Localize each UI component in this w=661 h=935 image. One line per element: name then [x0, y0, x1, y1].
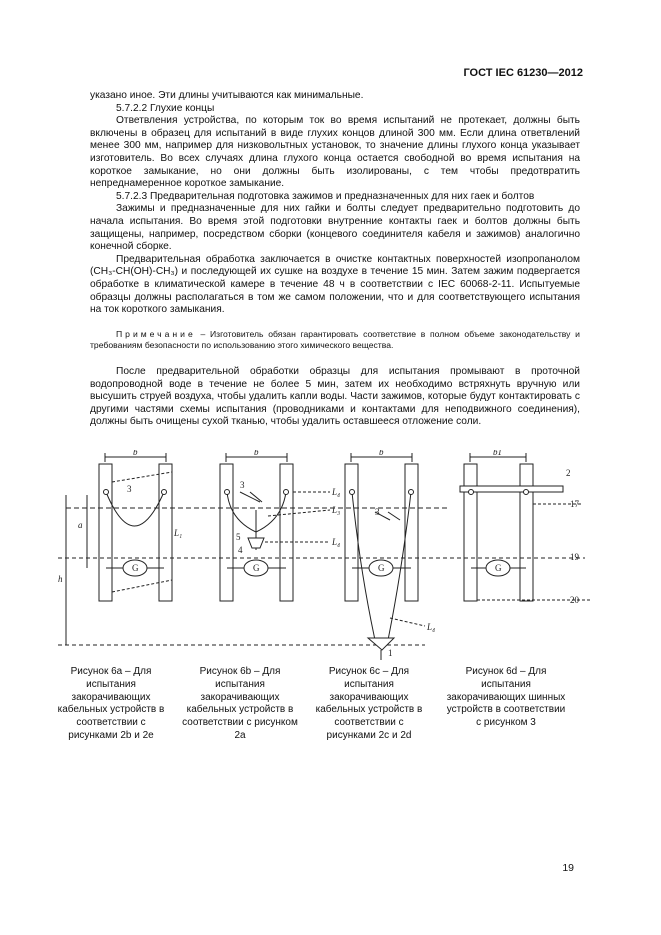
- label-3: 3: [375, 507, 380, 517]
- label-b: b: [254, 450, 259, 457]
- generator-label: G: [495, 563, 502, 573]
- generator-label: G: [132, 563, 139, 573]
- paragraph: Предварительная обработка заключается в очистке контактных поверхностей изопропанолом (CH₃-CH(OH)-CH₃) и последующей их сушке на воздухе в течение 15 мин. Затем зажим подвергается обработке в климатической камере в течение 48 ч в соответствии с IEC 60068-2-11. Испытуемые образцы должны располагаться в том же самом положении, что и для соответствующего испытания на ток короткого замыкания.: [90, 253, 580, 316]
- label-5: 5: [236, 532, 241, 542]
- busbar: [460, 486, 563, 492]
- label-4: 4: [238, 545, 243, 555]
- label-L4: L₄: [332, 487, 341, 497]
- label-b1: b1: [493, 450, 502, 457]
- left-post: [99, 464, 112, 601]
- note: [90, 329, 580, 351]
- label-h: h: [58, 574, 63, 584]
- right-post: [520, 464, 533, 601]
- paragraph: Ответвления устройства, по которым ток во время испытаний не протекает, должны быть включены в образец для испытаний в виде глухих концов длиной 300 мм. Если длина ответвлений менее 300 мм, например для низковольтных установок, то значение длины глухого конца указывает изготовитель. Во всех случаях длина глухого конца остается свободной во время испытания на короткое замыкание, но они должны быть изолированы, с тем чтобы предотвратить непреднамеренное короткое замыкание.: [90, 115, 580, 190]
- body-text-top: [90, 90, 580, 317]
- label-2: 2: [566, 468, 571, 478]
- shorting-cable: [256, 492, 286, 532]
- panel-6c: [345, 453, 425, 660]
- generator-label: G: [378, 563, 385, 573]
- test-setup-figure: [30, 450, 590, 662]
- note-text: – Изготовитель обязан гарантировать соответствие в полном объеме законодательству и требованиям безопасности по использованию этого химического вещества.: [90, 329, 580, 350]
- figure-caption-6c: Рисунок 6c – Для испытания закорачивающих кабельных устройств в соответствии с рисунками 2c и 2d: [315, 666, 423, 741]
- panel-6d: [460, 453, 590, 601]
- right-post: [405, 464, 418, 601]
- left-post: [220, 464, 233, 601]
- label-L4: L₄: [332, 537, 341, 547]
- paragraph: После предварительной обработки образцы для испытания промывают в проточной водопроводной воде в течение не более 5 мин, затем их необходимо встряхнуть вручную или высушить струей воздуха, чтобы удалить капли воды. Части зажимов, которые будут контактировать с другими частями схемы испытания (проводниками и контактами для неподвижного соединения), должны быть очищены сухой тканью, чтобы удалить оставшееся отложение соли.: [90, 366, 580, 428]
- right-post: [280, 464, 293, 601]
- paragraph: Зажимы и предназначенные для них гайки и болты следует предварительно подготовить до начала испытания. Во время этой подготовки внутренние контакты гаек и болтов должны быть защищены, например, посредством сборки (концевого соединителя кабеля и зажимов) аналогично конечной сборке.: [90, 203, 580, 253]
- clamp-symbol: [248, 538, 264, 548]
- label-L4: L₄: [427, 622, 436, 632]
- left-post: [464, 464, 477, 601]
- label-a: a: [78, 520, 83, 530]
- paragraph: указано иное. Эти длины учитываются как минимальные.: [90, 90, 364, 101]
- label-b: b: [379, 450, 384, 457]
- page-number: 19: [562, 862, 574, 874]
- body-text-bottom: [90, 366, 580, 429]
- generator-label: G: [253, 563, 260, 573]
- panel-6b: [220, 453, 330, 601]
- section-heading: 5.7.2.2 Глухие концы: [116, 102, 215, 114]
- right-post: [159, 464, 172, 601]
- note-label: Примечание: [116, 329, 196, 339]
- figure-caption-6b: Рисунок 6b – Для испытания закорачивающих кабельных устройств в соответствии с рисунком 2a: [182, 666, 298, 741]
- label-20: 20: [570, 595, 579, 605]
- panel-6a: [99, 453, 172, 601]
- label-3: 3: [127, 484, 132, 494]
- label-b: b: [133, 450, 138, 457]
- figure-caption-6d: Рисунок 6d – Для испытания закорачивающих шинных устройств в соответствии с рисунком 3: [446, 666, 566, 729]
- label-1: 1: [388, 648, 393, 658]
- figure-caption-6a: Рисунок 6a – Для испытания закорачивающих кабельных устройств в соответствии с рисунками 2b и 2e: [57, 666, 165, 741]
- label-19: 19: [570, 552, 579, 562]
- page-header: ГОСТ IEC 61230—2012: [463, 67, 583, 79]
- label-17: 17: [570, 499, 579, 509]
- shorting-cable: [106, 492, 164, 526]
- section-heading: 5.7.2.3 Предварительная подготовка зажимов и предназначенных для них гаек и болтов: [116, 190, 535, 202]
- label-L1: L₁: [174, 528, 183, 538]
- label-L3: L₃: [332, 505, 341, 515]
- label-3: 3: [240, 480, 245, 490]
- left-post: [345, 464, 358, 601]
